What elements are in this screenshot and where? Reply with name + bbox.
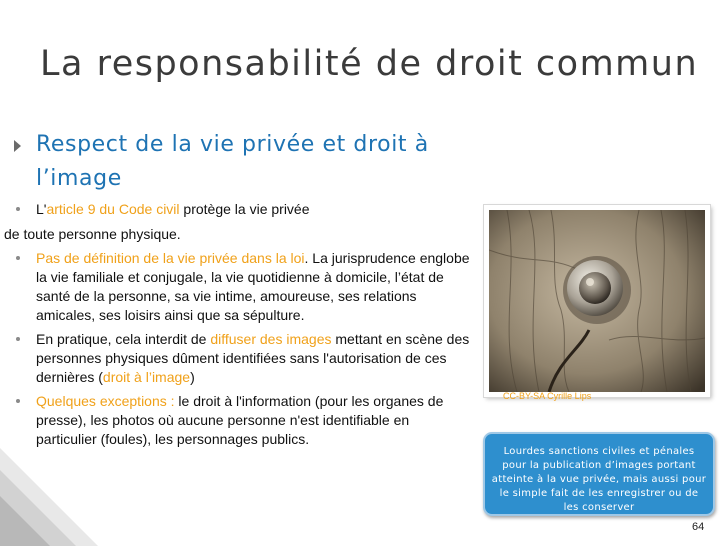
text-run: mettant en scène des personnes physiques dûment identifiées sans l'autorisation de ces dernières ( xyxy=(36,331,470,385)
section-heading: Respect de la vie privée et droit à l’image xyxy=(36,132,429,191)
text-run: ) xyxy=(190,369,195,385)
image-credit: CC-BY-SA Cyrille Lips xyxy=(503,391,592,401)
highlighted-text: Pas de définition de la vie privée dans la loi xyxy=(36,250,305,266)
peephole-highlight xyxy=(586,278,594,286)
list-item xyxy=(0,330,470,387)
text-run: L' xyxy=(36,201,47,217)
list-item-continuation: de toute personne physique. xyxy=(4,226,181,242)
text-run: le droit à l'information (pour les organes de presse), les photos où aucune personne n'est identifiable en particulier (foules), les personnages publics. xyxy=(36,393,444,447)
highlighted-text: Quelques exceptions : xyxy=(36,393,179,409)
dot-bullet-icon xyxy=(16,399,20,403)
list-item xyxy=(0,392,470,449)
text-run: . La jurisprudence englobe la vie familiale et conjugale, la vie quotidienne à domicile, l’état de santé de la personne, sa vie intime, amoureuse, ses relations amicales, ses loisirs ainsi que sa sépulture. xyxy=(36,250,470,323)
highlighted-text: article 9 du Code civil xyxy=(46,201,180,217)
peephole-lens xyxy=(579,272,611,304)
list-item-text xyxy=(36,393,443,447)
list-item xyxy=(0,200,470,244)
triangle-bullet-icon xyxy=(14,140,21,152)
slide-title: La responsabilité de droit commun xyxy=(40,44,699,84)
dot-bullet-icon xyxy=(16,256,20,260)
dot-bullet-icon xyxy=(16,207,20,211)
callout-text: Lourdes sanctions civiles et pénales pour la publication d’images portant atteinte à la vue privée, mais aussi pour le simple fait de les enregistrer ou de les conserver xyxy=(491,446,707,513)
text-run: En pratique, cela interdit de xyxy=(36,331,211,347)
list-item xyxy=(0,249,470,325)
text-run: protège la vie privée xyxy=(179,201,310,217)
highlighted-text: droit à l’image xyxy=(102,369,191,385)
page-number: 64 xyxy=(692,521,705,533)
list-item-text xyxy=(36,331,469,385)
list-item-text xyxy=(36,201,310,217)
dot-bullet-icon xyxy=(16,337,20,341)
bullet-list xyxy=(0,200,470,454)
sanctions-callout xyxy=(483,432,715,516)
list-item-text xyxy=(36,250,470,323)
peephole-photo xyxy=(484,205,710,397)
peephole-image xyxy=(489,210,705,392)
highlighted-text: diffuser des images xyxy=(210,331,332,347)
